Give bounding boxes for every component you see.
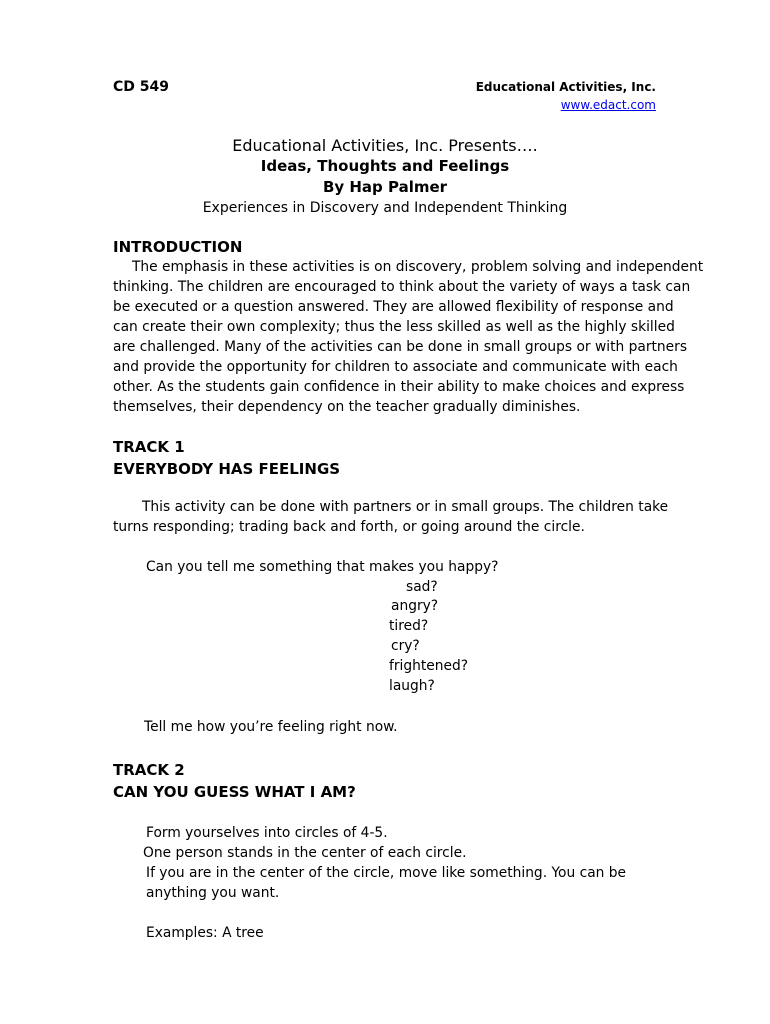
intro-line: The emphasis in these activities is on discovery, problem solving and independent <box>132 259 704 275</box>
document-subtitle: Experiences in Discovery and Independent Thinking <box>202 200 568 216</box>
track1-variant: sad? <box>406 579 438 595</box>
document-title: Ideas, Thoughts and Feelings <box>260 157 510 175</box>
track1-variant: angry? <box>391 598 439 614</box>
track2-line: One person stands in the center of each circle. <box>143 845 467 861</box>
intro-line: thinking. The children are encouraged to think about the variety of ways a task can <box>113 279 691 295</box>
intro-line: other. As the students gain confidence in their ability to make choices and express <box>113 379 685 395</box>
track2-heading: CAN YOU GUESS WHAT I AM? <box>113 783 356 801</box>
track1-variant: frightened? <box>389 658 469 674</box>
cd-code: CD 549 <box>113 79 169 95</box>
track2-label: TRACK 2 <box>113 761 185 779</box>
track2-line: anything you want. <box>146 885 280 901</box>
presents-line: Educational Activities, Inc. Presents…. <box>232 136 538 155</box>
track1-variant: laugh? <box>389 678 435 694</box>
track2-line: Form yourselves into circles of 4-5. <box>146 825 388 841</box>
intro-line: and provide the opportunity for children to associate and communicate with each <box>113 359 678 375</box>
track1-intro-line: turns responding; trading back and forth, or going around the circle. <box>113 519 585 535</box>
track1-closing: Tell me how you’re feeling right now. <box>144 719 398 735</box>
track1-variant: tired? <box>389 618 429 634</box>
intro-line: be executed or a question answered. They are allowed flexibility of response and <box>113 299 674 315</box>
track1-label: TRACK 1 <box>113 438 185 456</box>
introduction-heading: INTRODUCTION <box>113 238 243 256</box>
company-url-link[interactable]: www.edact.com <box>560 98 656 112</box>
company-name: Educational Activities, Inc. <box>475 80 656 94</box>
track1-intro-line: This activity can be done with partners or in small groups. The children take <box>142 499 669 515</box>
author-byline: By Hap Palmer <box>322 178 448 196</box>
track1-heading: EVERYBODY HAS FEELINGS <box>113 460 341 478</box>
track2-line: If you are in the center of the circle, move like something. You can be <box>146 865 627 881</box>
intro-line: themselves, their dependency on the teacher gradually diminishes. <box>113 399 581 415</box>
intro-line: are challenged. Many of the activities can be done in small groups or with partners <box>113 339 688 355</box>
track1-variant: cry? <box>391 638 420 654</box>
intro-line: can create their own complexity; thus the less skilled as well as the highly skilled <box>113 319 675 335</box>
track2-examples: Examples: A tree <box>146 925 264 941</box>
track1-question: Can you tell me something that makes you happy? <box>146 559 499 575</box>
